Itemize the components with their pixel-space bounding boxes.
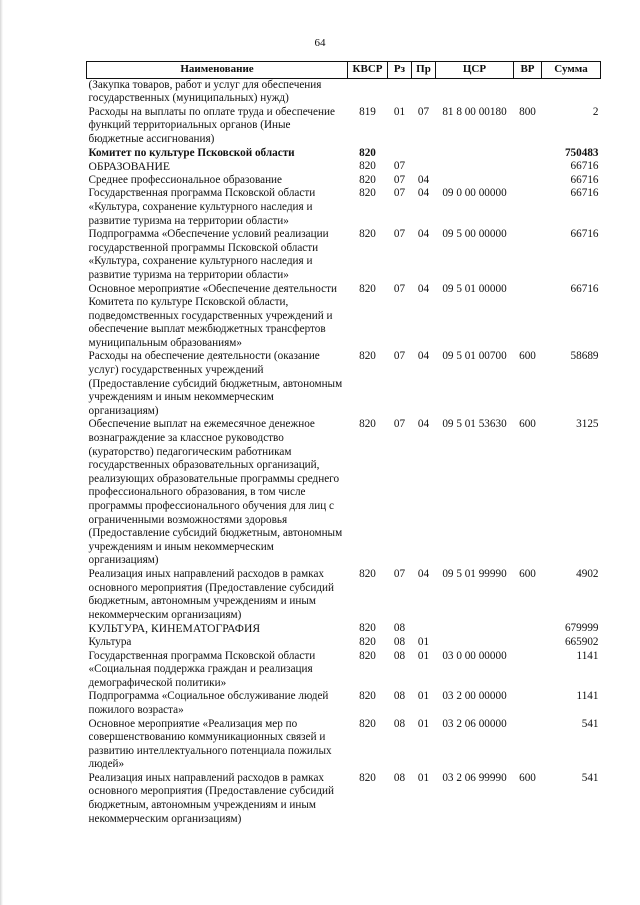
cell-pr: 01	[417, 649, 430, 662]
cell-name: ОБРАЗОВАНИЕ	[88, 160, 170, 174]
table-row	[87, 772, 601, 826]
cell-sum: 4902	[576, 567, 599, 580]
cell-sum: 66716	[570, 187, 599, 200]
cell-sum: 1141	[576, 649, 599, 662]
cell-pr: 01	[417, 635, 430, 648]
table-row	[87, 160, 601, 174]
cell-pr: 01	[417, 771, 430, 784]
cell-vr	[514, 78, 542, 106]
table-row	[87, 418, 601, 568]
cell-rz: 07	[393, 350, 406, 363]
cell-sum: 66716	[570, 228, 599, 241]
cell-pr: 04	[417, 228, 430, 241]
cell-csr: 03 2 06 99990	[442, 771, 507, 784]
cell-kvsr: 820	[359, 187, 376, 200]
cell-kvsr: 820	[359, 160, 376, 173]
cell-csr: 09 5 01 99990	[442, 567, 507, 580]
cell-sum: 750483	[564, 146, 599, 159]
cell-sum: 541	[581, 771, 599, 784]
cell-pr: 04	[417, 173, 430, 186]
table-row	[87, 622, 601, 636]
cell-vr	[514, 283, 542, 351]
table-row	[87, 350, 601, 418]
cell-kvsr: 820	[359, 567, 376, 580]
cell-vr	[514, 228, 542, 282]
cell-name: Основное мероприятие «Обеспечение деятельности Комитета по культуре Псковской области, подведомственных государственных учреждений и обеспечение выплат межбюджетных трансфертов муниципальным образованиям»	[88, 282, 337, 349]
cell-kvsr: 820	[359, 690, 376, 703]
cell-kvsr: 820	[359, 649, 376, 662]
cell-rz	[388, 147, 412, 161]
cell-sum	[542, 78, 601, 106]
cell-vr: 600	[519, 567, 536, 580]
cell-name: (Закупка товаров, работ и услуг для обеспечения государственных (муниципальных) нужд)	[88, 78, 322, 105]
cell-rz: 08	[393, 771, 406, 784]
table-row	[87, 228, 601, 282]
cell-rz: 08	[393, 717, 406, 730]
cell-vr	[514, 174, 542, 188]
budget-table	[86, 61, 601, 826]
cell-pr	[412, 160, 436, 174]
cell-csr	[436, 78, 514, 106]
cell-csr	[436, 636, 514, 650]
cell-vr: 800	[519, 105, 536, 118]
cell-csr: 09 5 01 00700	[442, 350, 507, 363]
cell-vr	[514, 636, 542, 650]
table-row	[87, 283, 601, 351]
cell-csr: 09 5 00 00000	[442, 228, 507, 241]
cell-rz: 07	[393, 282, 406, 295]
cell-rz: 08	[393, 622, 406, 635]
cell-pr: 04	[417, 567, 430, 580]
table-row	[87, 174, 601, 188]
table-header-row	[87, 62, 601, 79]
cell-csr: 81 8 00 00180	[442, 105, 507, 118]
table-body	[87, 78, 601, 826]
cell-name: Расходы на выплаты по оплате труда и обеспечение функций территориальных органов (Иные бюджетные ассигнования)	[88, 105, 335, 145]
cell-rz: 07	[393, 160, 406, 173]
cell-pr: 04	[417, 187, 430, 200]
cell-sum: 679999	[564, 622, 599, 635]
cell-kvsr: 820	[359, 228, 376, 241]
cell-pr: 01	[417, 690, 430, 703]
table-row	[87, 187, 601, 228]
cell-sum: 1141	[576, 690, 599, 703]
cell-rz: 07	[393, 228, 406, 241]
header-name: Наименование	[87, 62, 348, 79]
cell-sum: 66716	[570, 282, 599, 295]
cell-csr: 03 2 00 00000	[442, 690, 507, 703]
cell-name: Государственная программа Псковской области «Культура, сохранение культурного наследия и развитие туризма на территории области»	[88, 187, 316, 227]
table-row	[87, 650, 601, 691]
cell-rz: 01	[393, 105, 406, 118]
cell-kvsr: 820	[359, 350, 376, 363]
cell-vr	[514, 622, 542, 636]
cell-csr: 03 0 00 00000	[442, 649, 507, 662]
cell-pr	[412, 622, 436, 636]
cell-pr: 04	[417, 282, 430, 295]
cell-vr	[514, 718, 542, 772]
cell-rz: 07	[393, 567, 406, 580]
cell-pr: 01	[417, 717, 430, 730]
cell-name: Расходы на обеспечение деятельности (оказание услуг) государственных учреждений (Предоставление субсидий бюджетным, автономным учреждениям и иным некоммерческим организациям)	[88, 350, 343, 417]
table-row	[87, 718, 601, 772]
header-rz: Рз	[388, 62, 412, 79]
cell-pr	[412, 147, 436, 161]
cell-pr: 04	[417, 418, 430, 431]
cell-csr: 09 5 01 53630	[442, 418, 507, 431]
cell-csr	[436, 622, 514, 636]
cell-name: Комитет по культуре Псковской области	[88, 146, 295, 159]
cell-csr: 09 5 01 00000	[442, 282, 507, 295]
cell-sum: 58689	[570, 350, 599, 363]
cell-vr	[514, 147, 542, 161]
cell-rz: 08	[393, 690, 406, 703]
cell-pr	[412, 78, 436, 106]
cell-vr	[514, 650, 542, 691]
cell-csr	[436, 160, 514, 174]
cell-kvsr	[348, 78, 388, 106]
header-sum: Сумма	[542, 62, 601, 79]
cell-kvsr: 820	[359, 173, 376, 186]
cell-sum: 66716	[570, 160, 599, 173]
cell-sum: 3125	[576, 418, 599, 431]
table-row	[87, 78, 601, 106]
cell-name: КУЛЬТУРА, КИНЕМАТОГРАФИЯ	[88, 622, 261, 636]
cell-name: Реализация иных направлений расходов в рамках основного мероприятия (Предоставление субсидий бюджетным, автономным учреждениям и иным некоммерческим организациям)	[88, 771, 334, 825]
cell-sum: 66716	[570, 173, 599, 186]
cell-vr: 600	[519, 418, 536, 431]
cell-name: Государственная программа Псковской области «Социальная поддержка граждан и реализация демографической политики»	[88, 649, 316, 689]
cell-kvsr: 820	[359, 717, 376, 730]
header-csr: ЦСР	[436, 62, 514, 79]
cell-vr	[514, 690, 542, 717]
cell-rz: 08	[393, 635, 406, 648]
header-pr: Пр	[412, 62, 436, 79]
table-row	[87, 690, 601, 717]
cell-pr: 04	[417, 350, 430, 363]
cell-csr	[436, 174, 514, 188]
cell-kvsr: 819	[359, 105, 376, 118]
cell-kvsr: 820	[359, 635, 376, 648]
cell-sum: 2	[592, 105, 599, 118]
cell-kvsr: 820	[359, 771, 376, 784]
scan-edge	[0, 0, 3, 905]
cell-pr: 07	[417, 105, 430, 118]
cell-sum: 541	[581, 717, 599, 730]
cell-name: Среднее профессиональное образование	[88, 173, 283, 186]
cell-name: Подпрограмма «Обеспечение условий реализации государственной программы Псковской области «Культура, сохранение культурного наследия и развитие туризма на территории области»	[88, 228, 329, 281]
cell-csr	[436, 147, 514, 161]
header-vr: ВР	[514, 62, 542, 79]
cell-vr	[514, 160, 542, 174]
cell-csr: 03 2 06 00000	[442, 717, 507, 730]
cell-vr: 600	[519, 771, 536, 784]
cell-kvsr: 820	[359, 622, 376, 635]
table-row	[87, 568, 601, 622]
cell-vr: 600	[519, 350, 536, 363]
page-number: 64	[314, 37, 326, 49]
cell-rz: 07	[393, 187, 406, 200]
cell-sum: 665902	[564, 635, 599, 648]
cell-name: Подпрограмма «Социальное обслуживание людей пожилого возраста»	[88, 690, 329, 716]
table-row	[87, 106, 601, 147]
header-kvsr: КВСР	[348, 62, 388, 79]
cell-rz: 07	[393, 418, 406, 431]
cell-name: Основное мероприятие «Реализация мер по совершенствованию коммуникационных связей и развитию интеллектуального потенциала пожилых людей»	[88, 717, 332, 771]
cell-vr	[514, 187, 542, 228]
cell-rz	[388, 78, 412, 106]
cell-kvsr: 820	[359, 146, 376, 159]
cell-name: Обеспечение выплат на ежемесячное денежное вознаграждение за классное руководство (кураторство) педагогическим работникам государственных образовательных организаций, реализующих образовательные программы среднего профессионального образования, в том числе программы профессионального обучения для лиц с ограниченными возможностями здоровья (Предоставление субсидий бюджетным, автономным учреждениям и иным некоммерческим организациям)	[88, 418, 343, 567]
cell-csr: 09 0 00 00000	[442, 187, 507, 200]
cell-name: Реализация иных направлений расходов в рамках основного мероприятия (Предоставление субсидий бюджетным, автономным учреждениям и иным некоммерческим организациям)	[88, 567, 334, 621]
table-row	[87, 636, 601, 650]
cell-rz: 08	[393, 649, 406, 662]
cell-kvsr: 820	[359, 418, 376, 431]
cell-name: Культура	[88, 635, 132, 648]
table-row	[87, 147, 601, 161]
cell-rz: 07	[393, 173, 406, 186]
cell-kvsr: 820	[359, 282, 376, 295]
